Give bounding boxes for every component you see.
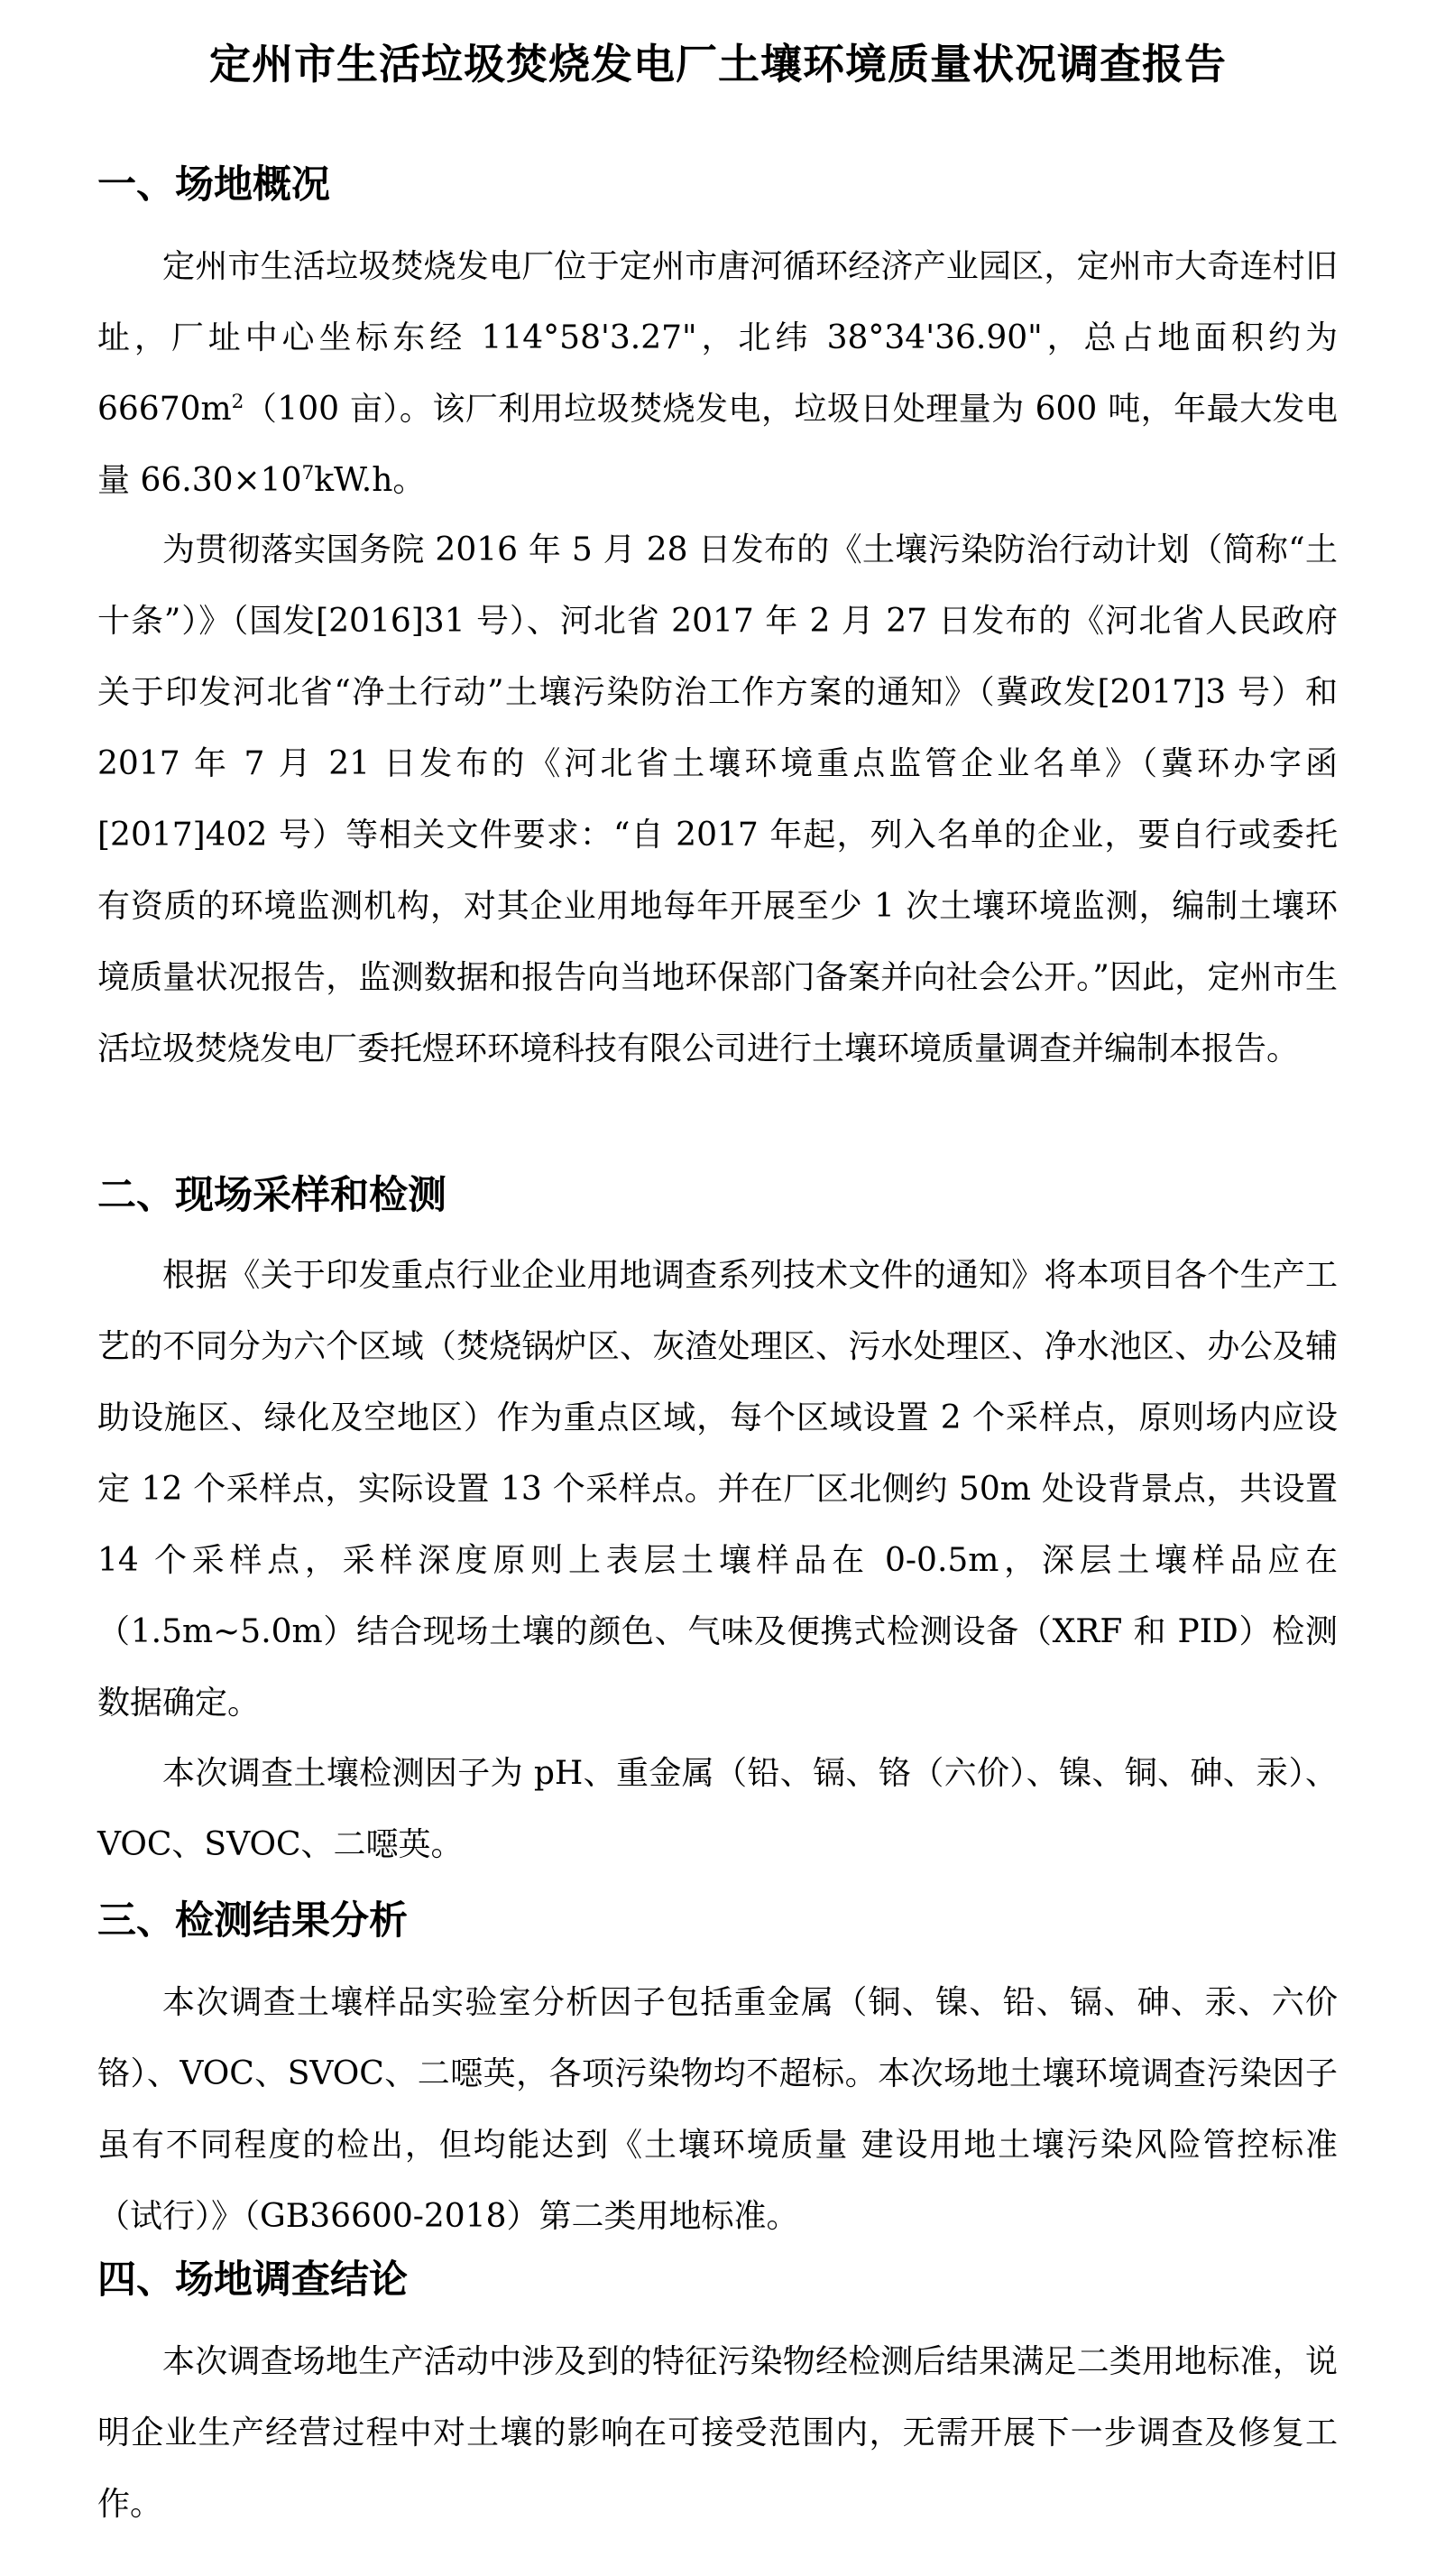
section-heading-overview: 一、场地概况: [97, 162, 330, 208]
power-exponent-superscript: 7: [301, 462, 315, 485]
section-heading-sampling: 二、现场采样和检测: [97, 1173, 446, 1218]
area-unit-superscript: 2: [231, 391, 244, 413]
section-heading-results: 三、检测结果分析: [97, 1898, 408, 1944]
overview-text-b: （100 亩）。该厂利用垃圾焚烧发电，垃圾日处理量为 600 吨，年最大发电量 66.30×10: [97, 391, 1338, 499]
document-title: 定州市生活垃圾焚烧发电厂土壤环境质量状况调查报告: [209, 40, 1227, 88]
section-heading-conclusion: 四、场地调查结论: [97, 2257, 408, 2303]
overview-text-a: 定州市生活垃圾焚烧发电厂位于定州市唐河循环经济产业园区，定州市大奇连村旧址，厂址中心坐标东经 114°58'3.27"，北纬 38°34'36.90"，总占地面积约为 66670m: [97, 248, 1338, 428]
overview-paragraph-2: 为贯彻落实国务院 2016 年 5 月 28 日发布的《土壤污染防治行动计划（简称“土十条”）》（国发[2016]31 号）、河北省 2017 年 2 月 27 日发布的《河北省人民政府关于印发河北省“净土行动”土壤污染防治工作方案的通知》（冀政发[2017]3 号）和 2017 年 7 月 21 日发布的《河北省土壤环境重点监管企业名单》（冀环办字函[2017]402 号）等相关文件要求：“自 2017 年起，列入名单的企业，要自行或委托有资质的环境监测机构，对其企业用地每年开展至少 1 次土壤环境监测，编制土壤环境质量状况报告，监测数据和报告向当地环保部门备案并向社会公开。”因此，定州市生活垃圾焚烧发电厂委托煜环环境科技有限公司进行土壤环境质量调查并编制本报告。: [97, 531, 1338, 1067]
overview-paragraph-1: [97, 231, 1338, 516]
results-paragraph: 本次调查土壤样品实验室分析因子包括重金属（铜、镍、铅、镉、砷、汞、六价铬）、VOC、SVOC、二噁英，各项污染物均不超标。本次场地土壤环境调查污染因子虽有不同程度的检出，但均能达到《土壤环境质量 建设用地土壤污染风险管控标准（试行）》（GB36600-2018）第二类用地标准。: [97, 1984, 1338, 2235]
overview-text-c: kW.h。: [314, 462, 426, 499]
sampling-paragraph-2: 本次调查土壤检测因子为 pH、重金属（铅、镉、铬（六价）、镍、铜、砷、汞）、VOC、SVOC、二噁英。: [97, 1755, 1338, 1863]
conclusion-paragraph: 本次调查场地生产活动中涉及到的特征污染物经检测后结果满足二类用地标准，说明企业生产经营过程中对土壤的影响在可接受范围内，无需开展下一步调查及修复工作。: [97, 2343, 1338, 2523]
sampling-paragraph-1: 根据《关于印发重点行业企业用地调查系列技术文件的通知》将本项目各个生产工艺的不同分为六个区域（焚烧锅炉区、灰渣处理区、污水处理区、净水池区、办公及辅助设施区、绿化及空地区）作为重点区域，每个区域设置 2 个采样点，原则场内应设定 12 个采样点，实际设置 13 个采样点。并在厂区北侧约 50m 处设背景点，共设置 14 个采样点，采样深度原则上表层土壤样品在 0-0.5m，深层土壤样品应在（1.5m~5.0m）结合现场土壤的颜色、气味及便携式检测设备（XRF 和 PID）检测数据确定。: [97, 1257, 1338, 1722]
